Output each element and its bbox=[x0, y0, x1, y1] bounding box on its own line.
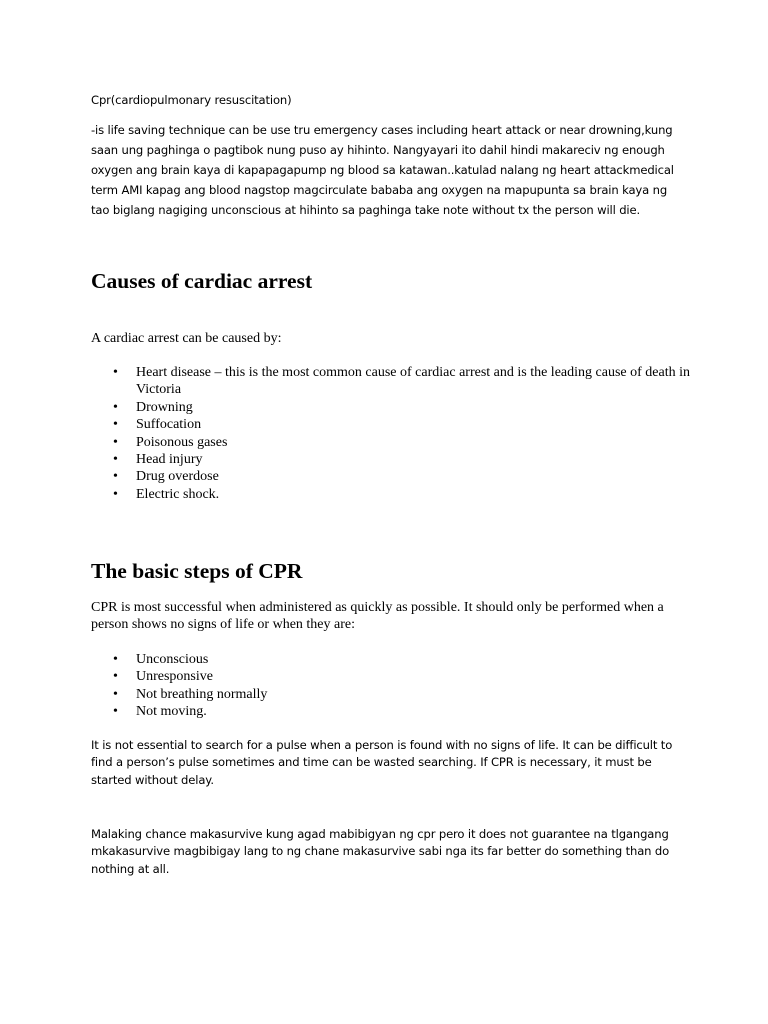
causes-intro: A cardiac arrest can be caused by: bbox=[91, 331, 282, 346]
list-item: • Poisonous gases bbox=[91, 434, 691, 451]
list-item: • Suffocation bbox=[91, 416, 691, 433]
list-item: • Unresponsive bbox=[91, 668, 691, 685]
final-note: Malaking chance makasurvive kung agad mabibigyan ng cpr pero it does not guarantee na tlgangang mkakasurvive magbibigay lang to ng chane makasurvive sabi nga its far better do something than do nothing at all. bbox=[91, 827, 670, 876]
steps-intro: CPR is most successful when administered as quickly as possible. It should only be performed when a person shows no signs of life or when they are: bbox=[91, 600, 664, 633]
causes-list bbox=[91, 364, 691, 503]
list-item: • Head injury bbox=[91, 451, 691, 468]
steps-heading: The basic steps of CPR bbox=[91, 559, 303, 583]
cpr-title: Cpr(cardiopulmonary resuscitation) bbox=[91, 93, 292, 107]
list-item: • Electric shock. bbox=[91, 486, 691, 503]
cpr-description: -is life saving technique can be use tru emergency cases including heart attack or near drowning,kung saan ung paghinga o pagtibok nung puso ay hihinto. Nangyayari ito dahil hindi makareciv ng enough oxygen ang brain kaya di kapapagapump ng blood sa katawan..katulad nalang ng heart attackmedical term AMI kapag ang blood nagstop magcirculate bababa ang oxygen na mapupunta sa brain kaya ng tao biglang nagiging unconscious at hihinto sa paghinga take note without tx the person will die. bbox=[91, 123, 674, 217]
signs-list bbox=[91, 651, 691, 721]
pulse-note: It is not essential to search for a pulse when a person is found with no signs of life. It can be difficult to find a person’s pulse sometimes and time can be wasted searching. If CPR is necessary, it must be started without delay. bbox=[91, 738, 673, 787]
list-item: • Not breathing normally bbox=[91, 686, 691, 703]
list-item: • Unconscious bbox=[91, 651, 691, 668]
list-item: • Heart disease – this is the most common cause of cardiac arrest and is the leading cause of death in Victoria bbox=[91, 364, 691, 399]
causes-heading: Causes of cardiac arrest bbox=[91, 269, 313, 293]
list-item: • Drug overdose bbox=[91, 468, 691, 485]
list-item: • Drowning bbox=[91, 399, 691, 416]
list-item: • Not moving. bbox=[91, 703, 691, 720]
